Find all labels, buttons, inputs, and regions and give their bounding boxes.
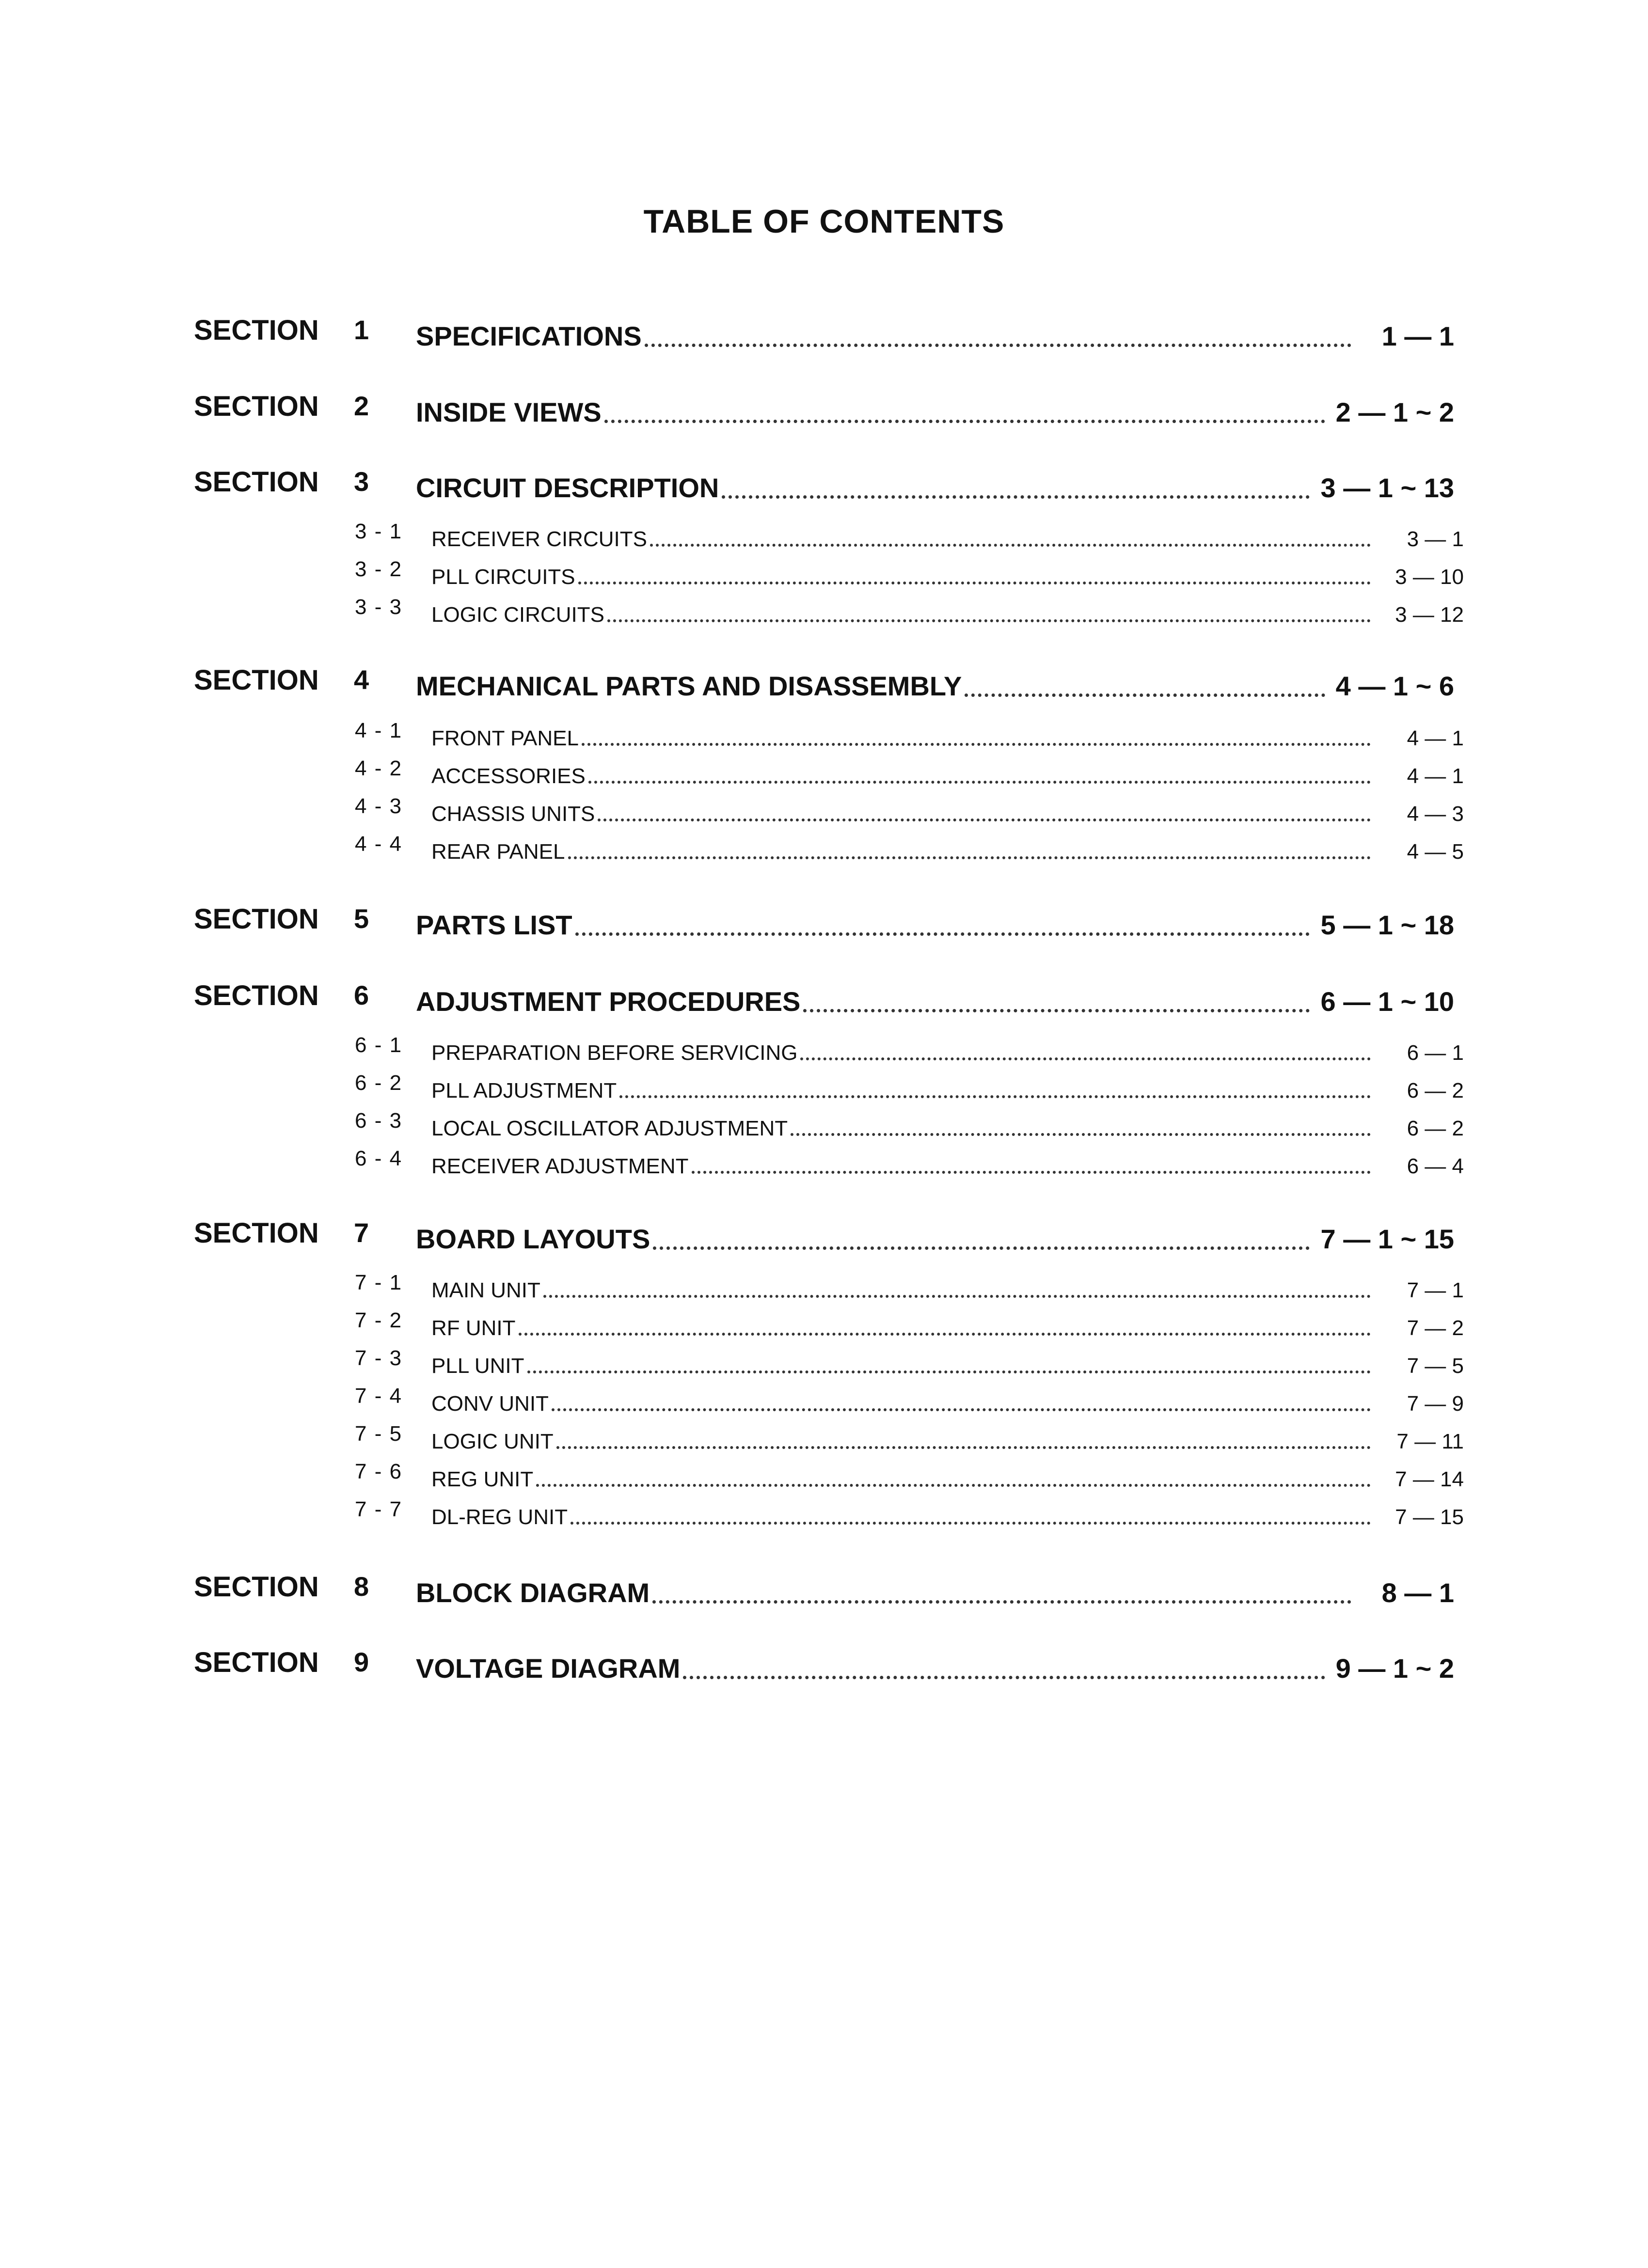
- subsection-title: CHASSIS UNITS: [431, 802, 595, 826]
- subsection-row: [0, 790, 1648, 828]
- subsection-row: [0, 1380, 1648, 1418]
- subsection-entry: [431, 591, 1464, 627]
- dot-leader: [965, 693, 1325, 697]
- subsection-entry: [431, 516, 1464, 551]
- subsection-page-ref: 7 — 5: [1407, 1354, 1464, 1378]
- section-page-ref: 6 — 1 ~ 10: [1320, 986, 1454, 1017]
- subsection-entry: [431, 1305, 1464, 1340]
- subsection-page-ref: 4 — 5: [1407, 840, 1464, 864]
- subsection-page-ref: 7 — 2: [1407, 1316, 1464, 1340]
- dot-leader: [578, 582, 1371, 584]
- subsection-title: PLL UNIT: [431, 1354, 524, 1378]
- dot-leader: [582, 743, 1371, 746]
- subsection-page-ref: 6 — 4: [1407, 1154, 1464, 1178]
- subsection-entry: [431, 553, 1464, 589]
- section-number: 6: [354, 980, 369, 1010]
- subsection-row: [0, 1418, 1648, 1456]
- section-page-ref: 5 — 1 ~ 18: [1320, 910, 1454, 940]
- subsection-entry: [431, 790, 1464, 826]
- subsection-entry: [431, 1342, 1464, 1378]
- section-title: CIRCUIT DESCRIPTION: [416, 472, 719, 503]
- section-entry: [416, 660, 1454, 702]
- dot-leader: [692, 1171, 1371, 1174]
- section-entry: [416, 310, 1454, 352]
- section-entry: [416, 899, 1454, 941]
- subsection-title: RECEIVER CIRCUITS: [431, 527, 647, 551]
- section-row: [0, 976, 1648, 1019]
- dot-leader: [652, 1600, 1351, 1604]
- section-title: INSIDE VIEWS: [416, 397, 602, 427]
- subsection-number: 4 - 2: [355, 756, 403, 780]
- section-number: 8: [354, 1571, 369, 1602]
- section-number: 2: [354, 391, 369, 421]
- section-label: SECTION: [194, 466, 319, 498]
- section-entry: [416, 1213, 1454, 1255]
- subsection-page-ref: 7 — 15: [1395, 1505, 1464, 1529]
- subsection-row: [0, 715, 1648, 753]
- subsection-number: 6 - 3: [355, 1109, 403, 1133]
- subsection-page-ref: 7 — 1: [1407, 1278, 1464, 1302]
- dot-leader: [568, 856, 1371, 859]
- subsection-page-ref: 3 — 12: [1395, 603, 1464, 627]
- subsection-number: 4 - 3: [355, 794, 403, 818]
- subsection-title: DL-REG UNIT: [431, 1505, 568, 1529]
- subsection-entry: [431, 1067, 1464, 1103]
- section-title: BLOCK DIAGRAM: [416, 1577, 650, 1608]
- subsection-entry: [431, 753, 1464, 788]
- subsection-row: [0, 1267, 1648, 1305]
- subsection-row: [0, 1105, 1648, 1143]
- section-title: MECHANICAL PARTS AND DISASSEMBLY: [416, 671, 962, 701]
- section-label: SECTION: [194, 664, 319, 696]
- subsection-title: PREPARATION BEFORE SERVICING: [431, 1041, 798, 1065]
- dot-leader: [543, 1295, 1371, 1298]
- section-title: VOLTAGE DIAGRAM: [416, 1653, 681, 1684]
- dot-leader: [556, 1446, 1371, 1449]
- subsection-title: MAIN UNIT: [431, 1278, 540, 1302]
- dot-leader: [683, 1676, 1325, 1679]
- subsection-entry: [431, 1494, 1464, 1529]
- section-label: SECTION: [194, 1217, 319, 1249]
- section-label: SECTION: [194, 1647, 319, 1678]
- subsection-page-ref: 4 — 1: [1407, 726, 1464, 750]
- subsection-number: 7 - 5: [355, 1422, 403, 1446]
- subsection-row: [0, 1494, 1648, 1531]
- dot-leader: [519, 1333, 1371, 1336]
- section-title: PARTS LIST: [416, 910, 572, 940]
- subsection-page-ref: 6 — 2: [1407, 1079, 1464, 1102]
- subsection-number: 7 - 3: [355, 1346, 403, 1370]
- subsection-row: [0, 828, 1648, 866]
- section-page-ref: 8 — 1: [1381, 1577, 1454, 1608]
- subsection-page-ref: 3 — 1: [1407, 527, 1464, 551]
- section-entry: [416, 1642, 1454, 1684]
- subsection-page-ref: 7 — 14: [1395, 1467, 1464, 1491]
- dot-leader: [800, 1057, 1371, 1060]
- subsection-title: LOGIC UNIT: [431, 1430, 554, 1453]
- subsection-page-ref: 3 — 10: [1395, 565, 1464, 589]
- subsection-row: [0, 553, 1648, 591]
- subsection-page-ref: 6 — 2: [1407, 1117, 1464, 1140]
- dot-leader: [604, 420, 1325, 423]
- subsection-entry: [431, 1105, 1464, 1141]
- section-number: 3: [354, 466, 369, 497]
- subsection-title: ACCESSORIES: [431, 764, 586, 788]
- section-row: [0, 1642, 1648, 1686]
- section-page-ref: 4 — 1 ~ 6: [1335, 671, 1454, 701]
- subsection-page-ref: 7 — 11: [1396, 1430, 1464, 1453]
- subsection-page-ref: 4 — 1: [1407, 764, 1464, 788]
- subsection-entry: [431, 1456, 1464, 1492]
- section-page-ref: 9 — 1 ~ 2: [1335, 1653, 1454, 1684]
- section-number: 9: [354, 1647, 369, 1677]
- subsection-row: [0, 591, 1648, 629]
- subsection-number: 7 - 7: [355, 1497, 403, 1521]
- section-label: SECTION: [194, 980, 319, 1011]
- subsection-row: [0, 1143, 1648, 1181]
- subsection-title: REG UNIT: [431, 1467, 534, 1491]
- section-number: 4: [354, 664, 369, 695]
- dot-leader: [791, 1133, 1371, 1136]
- section-title: SPECIFICATIONS: [416, 321, 642, 351]
- subsection-row: [0, 1029, 1648, 1067]
- section-entry: [416, 386, 1454, 428]
- dot-leader: [527, 1370, 1371, 1373]
- dot-leader: [570, 1522, 1371, 1525]
- subsection-page-ref: 7 — 9: [1407, 1392, 1464, 1416]
- subsection-title: LOGIC CIRCUITS: [431, 603, 604, 627]
- subsection-number: 3 - 1: [355, 520, 403, 543]
- subsection-title: RECEIVER ADJUSTMENT: [431, 1154, 689, 1178]
- subsection-number: 3 - 3: [355, 595, 403, 619]
- subsection-number: 6 - 2: [355, 1071, 403, 1095]
- subsection-entry: [431, 1380, 1464, 1416]
- section-entry: [416, 1567, 1454, 1608]
- section-entry: [416, 976, 1454, 1017]
- dot-leader: [722, 495, 1310, 499]
- subsection-entry: [431, 715, 1464, 751]
- dot-leader: [552, 1408, 1371, 1411]
- subsection-page-ref: 6 — 1: [1407, 1041, 1464, 1065]
- dot-leader: [650, 544, 1371, 547]
- subsection-entry: [431, 1267, 1464, 1303]
- dot-leader: [653, 1246, 1310, 1250]
- subsection-entry: [431, 828, 1464, 864]
- dot-leader: [598, 819, 1371, 821]
- section-entry: [416, 462, 1454, 504]
- subsection-row: [0, 753, 1648, 790]
- section-row: [0, 1567, 1648, 1610]
- section-row: [0, 1213, 1648, 1257]
- subsection-page-ref: 4 — 3: [1407, 802, 1464, 826]
- subsection-row: [0, 1067, 1648, 1105]
- subsection-number: 3 - 2: [355, 557, 403, 581]
- subsection-title: PLL CIRCUITS: [431, 565, 575, 589]
- section-number: 5: [354, 903, 369, 934]
- subsection-number: 4 - 4: [355, 832, 403, 856]
- subsection-entry: [431, 1418, 1464, 1454]
- section-page-ref: 1 — 1: [1381, 321, 1454, 351]
- section-title: ADJUSTMENT PROCEDURES: [416, 986, 801, 1017]
- section-row: [0, 310, 1648, 354]
- section-page-ref: 7 — 1 ~ 15: [1320, 1224, 1454, 1254]
- subsection-number: 7 - 2: [355, 1308, 403, 1332]
- dot-leader: [645, 344, 1351, 347]
- dot-leader: [588, 781, 1371, 784]
- page-title: TABLE OF CONTENTS: [643, 203, 1005, 240]
- section-number: 1: [354, 315, 369, 345]
- dot-leader: [803, 1009, 1310, 1012]
- subsection-number: 4 - 1: [355, 719, 403, 742]
- subsection-row: [0, 1342, 1648, 1380]
- section-row: [0, 462, 1648, 505]
- subsection-title: FRONT PANEL: [431, 726, 579, 750]
- subsection-title: LOCAL OSCILLATOR ADJUSTMENT: [431, 1117, 788, 1140]
- section-row: [0, 660, 1648, 704]
- section-number: 7: [354, 1217, 369, 1248]
- dot-leader: [607, 619, 1371, 622]
- section-label: SECTION: [194, 903, 319, 935]
- section-row: [0, 386, 1648, 430]
- subsection-title: PLL ADJUSTMENT: [431, 1079, 617, 1102]
- subsection-title: REAR PANEL: [431, 840, 565, 864]
- subsection-entry: [431, 1143, 1464, 1179]
- subsection-title: RF UNIT: [431, 1316, 516, 1340]
- subsection-number: 6 - 1: [355, 1033, 403, 1057]
- dot-leader: [575, 932, 1310, 936]
- section-page-ref: 2 — 1 ~ 2: [1335, 397, 1454, 427]
- subsection-row: [0, 1456, 1648, 1494]
- subsection-row: [0, 1305, 1648, 1342]
- section-label: SECTION: [194, 1571, 319, 1603]
- subsection-entry: [431, 1029, 1464, 1065]
- section-label: SECTION: [194, 315, 319, 346]
- dot-leader: [619, 1095, 1371, 1098]
- subsection-number: 6 - 4: [355, 1147, 403, 1170]
- subsection-title: CONV UNIT: [431, 1392, 549, 1416]
- section-label: SECTION: [194, 391, 319, 422]
- section-row: [0, 899, 1648, 943]
- subsection-number: 7 - 6: [355, 1460, 403, 1483]
- subsection-number: 7 - 4: [355, 1384, 403, 1408]
- subsection-row: [0, 516, 1648, 553]
- subsection-number: 7 - 1: [355, 1271, 403, 1294]
- dot-leader: [536, 1484, 1371, 1487]
- section-page-ref: 3 — 1 ~ 13: [1320, 472, 1454, 503]
- section-title: BOARD LAYOUTS: [416, 1224, 650, 1254]
